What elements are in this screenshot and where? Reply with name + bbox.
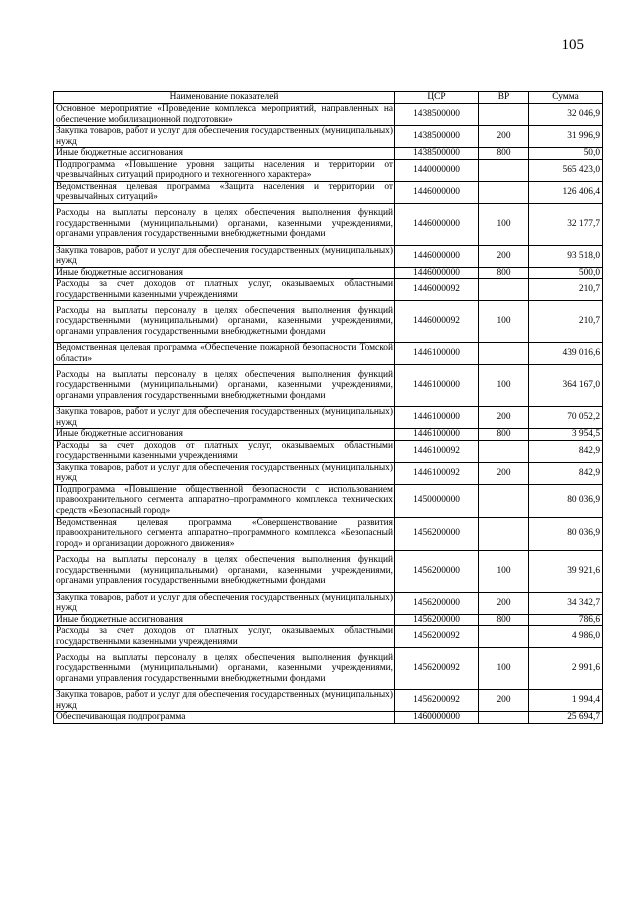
- row-vr-cell: 100: [479, 648, 529, 690]
- table-row: [54, 690, 603, 712]
- row-name-cell: Ведомственная целевая программа «Совершенствование развития правоохранительного сегмента аппаратно–программного комплекса «Безопасный город» и организации дорожного движения»: [54, 517, 395, 550]
- table-row: [54, 343, 603, 365]
- row-name-cell: Расходы за счет доходов от платных услуг, оказываемых областными государственными казенными учреждениями: [54, 279, 395, 301]
- row-name-cell: Закупка товаров, работ и услуг для обеспечения государственных (муниципальных) нужд: [54, 462, 395, 484]
- row-name-cell: Подпрограмма «Повышение общественной безопасности с использованием правоохранительного сегмента аппаратно–программного комплекса технических средств «Безопасный город»: [54, 484, 395, 517]
- row-vr-cell: 200: [479, 126, 529, 148]
- row-name-cell: Закупка товаров, работ и услуг для обеспечения государственных (муниципальных) нужд: [54, 690, 395, 712]
- row-name-cell: Закупка товаров, работ и услуг для обеспечения государственных (муниципальных) нужд: [54, 407, 395, 429]
- table-row: [54, 245, 603, 267]
- row-name-cell: Расходы на выплаты персоналу в целях обеспечения выполнения функций государственными (муниципальными) органами, казенными учреждениями, органами управления государственными внебюджетными фондами: [54, 301, 395, 343]
- table-row: [54, 301, 603, 343]
- row-name-cell: Ведомственная целевая программа «Обеспечение пожарной безопасности Томской области»: [54, 343, 395, 365]
- row-csr-cell: 1450000000: [395, 484, 479, 517]
- row-sum-cell: 31 996,9: [529, 126, 603, 148]
- row-name-cell: Расходы на выплаты персоналу в целях обеспечения выполнения функций государственными (муниципальными) органами, казенными учреждениями, органами управления государственными внебюджетными фондами: [54, 648, 395, 690]
- row-vr-cell: [479, 159, 529, 181]
- row-vr-cell: [479, 517, 529, 550]
- row-sum-cell: 842,9: [529, 462, 603, 484]
- row-sum-cell: 39 921,6: [529, 550, 603, 592]
- row-sum-cell: 500,0: [529, 267, 603, 279]
- table-row: [54, 159, 603, 181]
- row-vr-cell: [479, 484, 529, 517]
- row-csr-cell: 1446100000: [395, 365, 479, 407]
- table-row: [54, 429, 603, 441]
- row-sum-cell: 210,7: [529, 301, 603, 343]
- row-name-cell: Иные бюджетные ассигнования: [54, 148, 395, 160]
- row-sum-cell: 364 167,0: [529, 365, 603, 407]
- row-csr-cell: 1440000000: [395, 159, 479, 181]
- row-sum-cell: 126 406,4: [529, 181, 603, 203]
- row-name-cell: Расходы на выплаты персоналу в целях обеспечения выполнения функций государственными (муниципальными) органами, казенными учреждениями, органами управления государственными внебюджетными фондами: [54, 203, 395, 245]
- row-csr-cell: 1456200000: [395, 550, 479, 592]
- table-row: [54, 407, 603, 429]
- row-sum-cell: 32 046,9: [529, 104, 603, 126]
- row-sum-cell: 50,0: [529, 148, 603, 160]
- row-name-cell: Подпрограмма «Повышение уровня защиты населения и территории от чрезвычайных ситуаций природного и техногенного характера»: [54, 159, 395, 181]
- row-csr-cell: 1438500000: [395, 126, 479, 148]
- row-name-cell: Закупка товаров, работ и услуг для обеспечения государственных (муниципальных) нужд: [54, 592, 395, 614]
- row-csr-cell: 1446000092: [395, 301, 479, 343]
- row-vr-cell: [479, 104, 529, 126]
- row-name-cell: Расходы на выплаты персоналу в целях обеспечения выполнения функций государственными (муниципальными) органами, казенными учреждениями, органами управления государственными внебюджетными фондами: [54, 365, 395, 407]
- table-row: [54, 440, 603, 462]
- row-csr-cell: 1446000092: [395, 279, 479, 301]
- row-name-cell: Ведомственная целевая программа «Защита населения и территории от чрезвычайных ситуаций»: [54, 181, 395, 203]
- row-vr-cell: 100: [479, 365, 529, 407]
- row-sum-cell: 80 036,9: [529, 484, 603, 517]
- row-vr-cell: 200: [479, 407, 529, 429]
- row-csr-cell: 1446000000: [395, 245, 479, 267]
- row-sum-cell: 32 177,7: [529, 203, 603, 245]
- header-vr: ВР: [479, 92, 529, 104]
- row-csr-cell: 1446100092: [395, 462, 479, 484]
- row-sum-cell: 25 694,7: [529, 712, 603, 724]
- row-csr-cell: 1456200000: [395, 592, 479, 614]
- row-name-cell: Расходы за счет доходов от платных услуг, оказываемых областными государственными казенными учреждениями: [54, 626, 395, 648]
- row-vr-cell: [479, 181, 529, 203]
- row-csr-cell: 1456200000: [395, 517, 479, 550]
- row-sum-cell: 3 954,5: [529, 429, 603, 441]
- row-sum-cell: 2 991,6: [529, 648, 603, 690]
- row-sum-cell: 93 518,0: [529, 245, 603, 267]
- row-csr-cell: 1456200092: [395, 690, 479, 712]
- row-vr-cell: 800: [479, 429, 529, 441]
- budget-table: [53, 91, 603, 724]
- row-sum-cell: 565 423,0: [529, 159, 603, 181]
- header-row: [54, 92, 603, 104]
- row-sum-cell: 80 036,9: [529, 517, 603, 550]
- table-row: [54, 550, 603, 592]
- row-csr-cell: 1446000000: [395, 203, 479, 245]
- row-csr-cell: 1438500000: [395, 104, 479, 126]
- row-sum-cell: 210,7: [529, 279, 603, 301]
- row-vr-cell: [479, 343, 529, 365]
- row-name-cell: Обеспечивающая подпрограмма: [54, 712, 395, 724]
- row-vr-cell: [479, 626, 529, 648]
- row-name-cell: Закупка товаров, работ и услуг для обеспечения государственных (муниципальных) нужд: [54, 245, 395, 267]
- row-sum-cell: 439 016,6: [529, 343, 603, 365]
- row-csr-cell: 1446100092: [395, 440, 479, 462]
- header-sum: Сумма: [529, 92, 603, 104]
- row-vr-cell: 800: [479, 614, 529, 626]
- page-number: 105: [561, 37, 584, 53]
- table-row: [54, 712, 603, 724]
- row-vr-cell: [479, 440, 529, 462]
- row-csr-cell: 1456200000: [395, 614, 479, 626]
- table-row: [54, 148, 603, 160]
- row-sum-cell: 842,9: [529, 440, 603, 462]
- table-row: [54, 614, 603, 626]
- row-vr-cell: 200: [479, 245, 529, 267]
- row-csr-cell: 1456200092: [395, 648, 479, 690]
- row-name-cell: Иные бюджетные ассигнования: [54, 267, 395, 279]
- table-row: [54, 126, 603, 148]
- row-sum-cell: 1 994,4: [529, 690, 603, 712]
- table-row: [54, 279, 603, 301]
- row-vr-cell: 100: [479, 203, 529, 245]
- row-sum-cell: 34 342,7: [529, 592, 603, 614]
- table-row: [54, 626, 603, 648]
- row-sum-cell: 786,6: [529, 614, 603, 626]
- row-csr-cell: 1446100000: [395, 407, 479, 429]
- row-name-cell: Расходы на выплаты персоналу в целях обеспечения выполнения функций государственными (муниципальными) органами, казенными учреждениями, органами управления государственными внебюджетными фондами: [54, 550, 395, 592]
- table-body: [54, 104, 603, 724]
- table-row: [54, 203, 603, 245]
- row-csr-cell: 1446100000: [395, 429, 479, 441]
- row-csr-cell: 1438500000: [395, 148, 479, 160]
- table-row: [54, 181, 603, 203]
- row-name-cell: Расходы за счет доходов от платных услуг, оказываемых областными государственными казенными учреждениями: [54, 440, 395, 462]
- row-csr-cell: 1446100000: [395, 343, 479, 365]
- header-name: Наименование показателей: [54, 92, 395, 104]
- table-row: [54, 267, 603, 279]
- header-csr: ЦСР: [395, 92, 479, 104]
- row-sum-cell: 4 986,0: [529, 626, 603, 648]
- row-vr-cell: 800: [479, 267, 529, 279]
- row-name-cell: Иные бюджетные ассигнования: [54, 614, 395, 626]
- table-row: [54, 517, 603, 550]
- row-vr-cell: 200: [479, 592, 529, 614]
- row-vr-cell: 800: [479, 148, 529, 160]
- row-csr-cell: 1456200092: [395, 626, 479, 648]
- row-vr-cell: [479, 712, 529, 724]
- row-vr-cell: [479, 279, 529, 301]
- row-name-cell: Иные бюджетные ассигнования: [54, 429, 395, 441]
- row-csr-cell: 1446000000: [395, 181, 479, 203]
- table-row: [54, 592, 603, 614]
- table-row: [54, 462, 603, 484]
- row-vr-cell: 100: [479, 550, 529, 592]
- table-row: [54, 484, 603, 517]
- row-vr-cell: 200: [479, 462, 529, 484]
- table-row: [54, 648, 603, 690]
- table-row: [54, 365, 603, 407]
- row-name-cell: Закупка товаров, работ и услуг для обеспечения государственных (муниципальных) нужд: [54, 126, 395, 148]
- row-vr-cell: 100: [479, 301, 529, 343]
- row-name-cell: Основное мероприятие «Проведение комплекса мероприятий, направленных на обеспечение мобилизационной подготовки»: [54, 104, 395, 126]
- table-header: [54, 92, 603, 104]
- row-csr-cell: 1446000000: [395, 267, 479, 279]
- table-row: [54, 104, 603, 126]
- row-sum-cell: 70 052,2: [529, 407, 603, 429]
- row-vr-cell: 200: [479, 690, 529, 712]
- row-csr-cell: 1460000000: [395, 712, 479, 724]
